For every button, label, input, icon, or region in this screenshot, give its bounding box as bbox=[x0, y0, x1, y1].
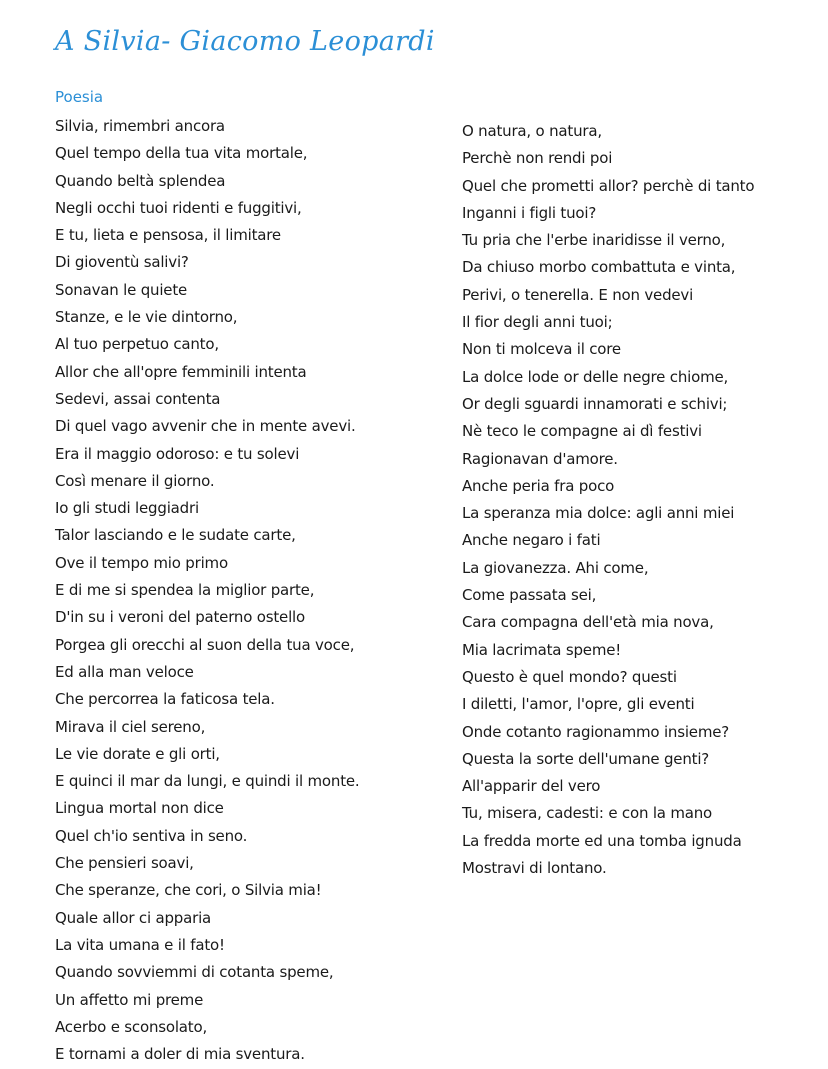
poem-line: Al tuo perpetuo canto, bbox=[55, 335, 219, 354]
poem-line: Come passata sei, bbox=[462, 586, 597, 605]
poem-line: Talor lasciando e le sudate carte, bbox=[55, 526, 296, 545]
poem-line: La speranza mia dolce: agli anni miei bbox=[462, 504, 735, 523]
poem-line: Questo è quel mondo? questi bbox=[462, 667, 677, 686]
document-title: A Silvia- Giacomo Leopardi bbox=[55, 26, 435, 57]
poem-line: Da chiuso morbo combattuta e vinta, bbox=[462, 258, 736, 277]
poem-line: D'in su i veroni del paterno ostello bbox=[55, 608, 305, 627]
poem-line: La vita umana e il fato! bbox=[55, 935, 225, 954]
poem-line: Io gli studi leggiadri bbox=[55, 499, 199, 518]
poem-line: Quel ch'io sentiva in seno. bbox=[55, 826, 248, 845]
poem-line: E di me si spendea la miglior parte, bbox=[55, 581, 315, 600]
poem-line: Perivi, o tenerella. E non vedevi bbox=[462, 285, 694, 304]
poem-line: Negli occhi tuoi ridenti e fuggitivi, bbox=[55, 198, 302, 217]
section-label: Poesia bbox=[55, 88, 104, 106]
poem-line: Mirava il ciel sereno, bbox=[55, 717, 206, 736]
poem-line: O natura, o natura, bbox=[462, 122, 602, 140]
poem-line: La dolce lode or delle negre chiome, bbox=[462, 367, 729, 386]
poem-line: Così menare il giorno. bbox=[55, 471, 215, 490]
poem-line: Cara compagna dell'età mia nova, bbox=[462, 613, 714, 632]
poem-line: Questa la sorte dell'umane genti? bbox=[462, 749, 710, 768]
poem-line: Ed alla man veloce bbox=[55, 662, 194, 681]
poem-line: Acerbo e sconsolato, bbox=[55, 1017, 208, 1036]
poem-line: I diletti, l'amor, l'opre, gli eventi bbox=[462, 695, 695, 714]
poem-line: Il fior degli anni tuoi; bbox=[462, 313, 613, 332]
poem-line: Ove il tempo mio primo bbox=[55, 553, 228, 572]
poem-line: Anche peria fra poco bbox=[462, 476, 615, 495]
poem-line: Allor che all'opre femminili intenta bbox=[55, 362, 307, 381]
poem-line: E quinci il mar da lungi, e quindi il monte. bbox=[55, 772, 360, 791]
poem-line: Perchè non rendi poi bbox=[462, 149, 613, 168]
poem-line: Che pensieri soavi, bbox=[55, 854, 194, 873]
poem-line: Quando beltà splendea bbox=[55, 171, 226, 190]
poem-line: Un affetto mi preme bbox=[55, 990, 204, 1009]
poem-line: Le vie dorate e gli orti, bbox=[55, 744, 220, 763]
poem-line: Tu pria che l'erbe inaridisse il verno, bbox=[462, 231, 726, 250]
poem-line: E tu, lieta e pensosa, il limitare bbox=[55, 226, 281, 245]
poem-line: Mostravi di lontano. bbox=[462, 859, 607, 878]
poem-column-left bbox=[55, 113, 445, 1068]
poem-line: Stanze, e le vie dintorno, bbox=[55, 308, 238, 327]
poem-line: Non ti molceva il core bbox=[462, 340, 621, 359]
poem-line: Mia lacrimata speme! bbox=[462, 640, 622, 659]
poem-line: Nè teco le compagne ai dì festivi bbox=[462, 422, 702, 441]
poem-line: Quale allor ci apparia bbox=[55, 908, 212, 927]
poem-line: La giovanezza. Ahi come, bbox=[462, 558, 649, 577]
poem-line: Silvia, rimembri ancora bbox=[55, 117, 225, 135]
poem-line: Anche negaro i fati bbox=[462, 531, 601, 550]
poem-line: Sonavan le quiete bbox=[55, 280, 188, 299]
poem-line: Porgea gli orecchi al suon della tua voce, bbox=[55, 635, 355, 654]
poem-line: Or degli sguardi innamorati e schivi; bbox=[462, 394, 728, 413]
poem-line: Ragionavan d'amore. bbox=[462, 449, 618, 468]
poem-line: Onde cotanto ragionammo insieme? bbox=[462, 722, 730, 741]
poem-line: All'apparir del vero bbox=[462, 777, 601, 796]
poem-column-right bbox=[462, 118, 812, 882]
poem-line: La fredda morte ed una tomba ignuda bbox=[462, 831, 742, 850]
poem-line: Quando sovviemmi di cotanta speme, bbox=[55, 963, 334, 982]
poem-line: Che speranze, che cori, o Silvia mia! bbox=[55, 881, 322, 900]
poem-line: Tu, misera, cadesti: e con la mano bbox=[462, 804, 713, 823]
poem-line: E tornami a doler di mia sventura. bbox=[55, 1045, 305, 1064]
poem-line: Era il maggio odoroso: e tu solevi bbox=[55, 444, 300, 463]
poem-line: Che percorrea la faticosa tela. bbox=[55, 690, 275, 709]
poem-line: Di gioventù salivi? bbox=[55, 253, 189, 272]
poem-line: Sedevi, assai contenta bbox=[55, 389, 221, 408]
poem-line: Di quel vago avvenir che in mente avevi. bbox=[55, 417, 356, 436]
poem-line: Inganni i figli tuoi? bbox=[462, 203, 597, 222]
poem-line: Quel che prometti allor? perchè di tanto bbox=[462, 176, 755, 195]
poem-line: Quel tempo della tua vita mortale, bbox=[55, 144, 308, 163]
poem-line: Lingua mortal non dice bbox=[55, 799, 224, 818]
